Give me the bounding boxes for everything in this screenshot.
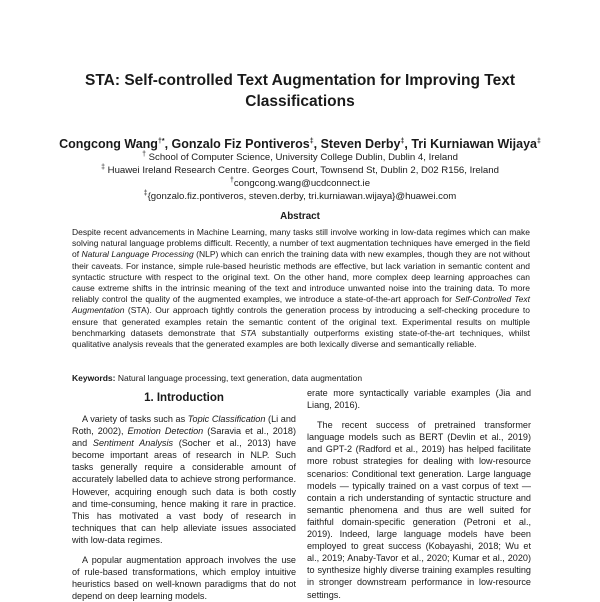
paper-title: STA: Self-controlled Text Augmentation for Improving Text Classifications (85, 72, 515, 110)
right-column (307, 387, 531, 601)
author-name: Congcong Wang (59, 137, 158, 151)
abstract-text: Despite recent advancements in Machine Learning, many tasks still involve working in low-data regimes which can make solving natural language problems difficult. Recently, a number of text augmentation techniques have emerged in the field of (72, 227, 530, 260)
section-heading: 1. Introduction (144, 392, 224, 404)
author-name: Steven Derby (320, 137, 401, 151)
email-text: {gonzalo.fiz.pontiveros, steven.derby, tri.kurniawan.wijaya}@huawei.com (147, 191, 457, 202)
affiliation-line (40, 177, 560, 190)
affiliation-line (40, 151, 560, 164)
email-text: congcong.wang@ucdconnect.ie (233, 178, 371, 189)
author-mark: ‡ (309, 137, 314, 145)
keywords-line (72, 373, 530, 384)
affiliation-line (40, 164, 560, 177)
author-name: Tri Kurniawan Wijaya (411, 137, 537, 151)
affiliation-mark: † (142, 150, 146, 158)
affiliation-text: School of Computer Science, University College Dublin, Dublin 4, Ireland (148, 152, 458, 163)
affiliation-mark: † (229, 176, 234, 184)
abstract-text: (STA). Our approach tightly controls the generation process by introducing a self-checking procedure to ensure that generated examples retain the semantic content of the original text. Experimental results on multiple benchmarking datasets demonstrate that (72, 305, 530, 338)
abstract-emphasis: Natural Language Processing (81, 249, 194, 260)
abstract-text: substantially outperforms existing state-of-the-art techniques, whilst qualitative analysis reveals that the generated examples are both lexically diverse and semantically reliable. (72, 327, 530, 350)
paragraph-text: (Saravia et al., 2018) and (72, 426, 296, 449)
abstract-emphasis: Self-Controlled Text Augmentation (72, 294, 530, 316)
affiliation-text: Huawei Ireland Research Centre. Georges Court, Townsend St, Dublin 2, D02 R156, Ireland (107, 165, 499, 176)
abstract-heading: Abstract (280, 211, 320, 222)
paragraph-text: (Socher et al., 2013) have become important areas of research in NLP. Such tasks generally require a considerable amount of accurately labelled data to achieve strong performance. However, acquiring enough such data is both costly and time-consuming, hence making it rare in practice. This has motivated a vast body of research in techniques that can help alleviate issues associated with low-data regimes. (72, 438, 297, 545)
affiliation-mark: ‡ (101, 163, 105, 171)
keywords-text: Natural language processing, text generation, data augmentation (115, 373, 363, 383)
author-list: Congcong Wang†*, Gonzalo Fiz Pontiveros‡, Steven Derby‡, Tri Kurniawan Wijaya‡ (59, 137, 541, 151)
keywords-label: Keywords: (72, 373, 116, 383)
affiliation-line (40, 190, 560, 203)
task-emphasis: Topic Classification (187, 414, 266, 424)
paragraph (72, 413, 296, 546)
affiliation-mark: ‡ (143, 189, 148, 197)
paragraph-text: A variety of tasks such as (82, 414, 188, 424)
author-mark: ‡ (536, 137, 541, 145)
author-mark: †* (157, 137, 165, 145)
author-mark: ‡ (400, 137, 405, 145)
paragraph: A popular augmentation approach involves the use of rule-based transformations, which employ intuitive heuristics based on well-known paradigms that do not depend on deep learning models. (72, 555, 296, 602)
paragraph-text: (Li and Roth, 2002), (72, 414, 296, 437)
task-emphasis: Sentiment Analysis (92, 438, 174, 449)
abstract-text: (NLP) which can enrich the training data with new examples, though they are not without their caveats. For instance, simple rule-based heuristic methods are effective, but lack variation in semantic content and syntactic structure with respect to the original text. On the other hand, more complex deep learning approaches can cause extreme shifts in the intrinsic meaning of the text and introduce unwanted noise into the training data. To more reliably control the quality of the augmented examples, we introduce a state-of-the-art approach for (72, 249, 530, 305)
paragraph: The recent success of pretrained transformer language models such as BERT (Devlin et al., 2019) and GPT-2 (Radford et al., 2019) has helped facilitate more robust strategies for dealing with low-resource scenarios: Conditional text generation. Large language models — typically trained on a vast corpus of text — contain a rich understanding of syntactic structure and semantic phenomena and thus are well suited for faithful domain-specific generation (Petroni et al., 2019). Indeed, large language models have been employed to great success (Kobayashi, 2018; Wu et al., 2019; Anaby-Tavor et al., 2020; Kumar et al., 2020) to synthesize highly diverse training examples resulting in stronger downstream performance in low-resource settings. (307, 420, 531, 600)
author-name: Gonzalo Fiz Pontiveros (171, 137, 310, 151)
abstract-emphasis: STA (240, 327, 257, 338)
paragraph: erate more syntactically variable examples (Jia and Liang, 2016). (307, 388, 531, 411)
task-emphasis: Emotion Detection (127, 426, 204, 437)
abstract-body (72, 227, 530, 350)
left-column (72, 413, 296, 602)
